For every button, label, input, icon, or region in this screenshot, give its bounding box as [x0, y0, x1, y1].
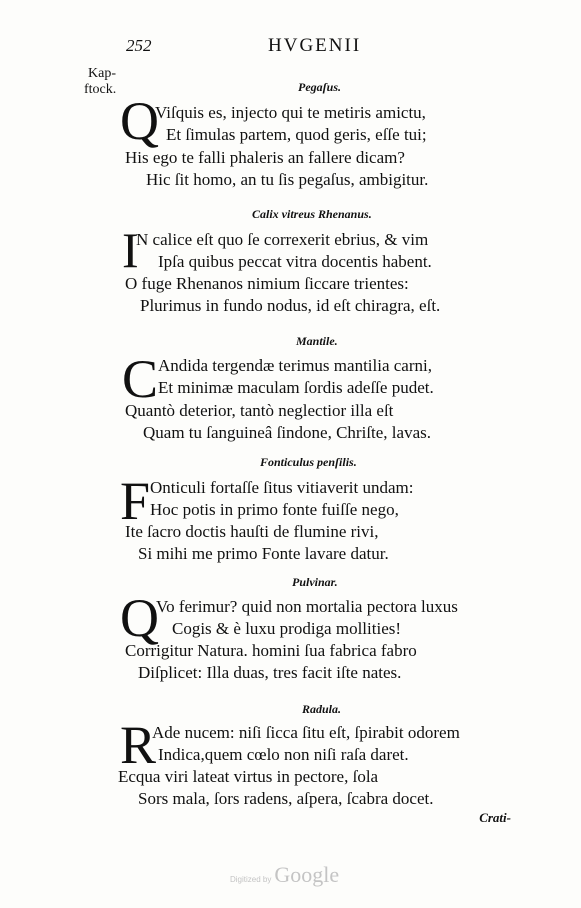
margin-note-line: ftock.	[84, 82, 117, 97]
watermark-small-text: Digitized by	[230, 875, 272, 884]
verse-line: Ite ſacro doctis hauſti de flumine rivi,	[125, 522, 379, 541]
running-head: HVGENII	[268, 35, 362, 56]
verse-line: His ego te falli phaleris an fallere dicam?	[125, 148, 405, 167]
drop-cap: R	[120, 715, 157, 775]
verse-line: Sors mala, ſors radens, aſpera, ſcabra docet.	[138, 789, 434, 808]
catchword: Crati-	[479, 810, 511, 825]
page-number: 252	[126, 36, 152, 55]
verse-line: Hic ſit homo, an tu ſis pegaſus, ambigitur.	[146, 170, 429, 189]
verse-line: Et minimæ maculam ſordis adeſſe pudet.	[158, 378, 434, 397]
verse-line: Et ſimulas partem, quod geris, eſſe tui;	[166, 125, 427, 144]
poem-title: Fonticulus penſilis.	[260, 455, 357, 469]
verse-line: Vo ferimur? quid non mortalia pectora luxus	[156, 597, 458, 616]
verse-line: Andida tergendæ terimus mantilia carni,	[158, 356, 432, 375]
drop-cap: Q	[120, 588, 159, 648]
verse-line: Corrigitur Natura. homini ſua fabrica fabro	[125, 641, 417, 660]
margin-note-line: Kap-	[88, 66, 116, 81]
verse-line: Quam tu ſanguineâ ſindone, Chriſte, lavas.	[143, 423, 431, 442]
verse-line: Ecqua viri lateat virtus in pectore, ſola	[118, 767, 379, 786]
verse-line: Plurimus in fundo nodus, id eſt chiragra, eſt.	[140, 296, 441, 315]
verse-line: Quantò deterior, tantò neglectior illa eſt	[125, 401, 394, 420]
verse-line: Cogis & è luxu prodiga mollities!	[172, 619, 402, 638]
poem-title: Radula.	[302, 702, 342, 716]
verse-line: N calice eſt quo ſe correxerit ebrius, & vim	[136, 230, 429, 249]
drop-cap: I	[122, 222, 139, 278]
drop-cap: Q	[120, 91, 159, 151]
drop-cap: C	[122, 349, 159, 409]
verse-line: Diſplicet: Illa duas, tres facit iſte nates.	[138, 663, 402, 682]
verse-line: Onticuli fortaſſe ſitus vitiaverit undam:	[150, 478, 414, 497]
verse-line: Viſquis es, injecto qui te metiris amictu,	[155, 103, 426, 122]
verse-line: Si mihi me primo Fonte lavare datur.	[138, 544, 389, 563]
verse-line: Ade nucem: niſi ſicca ſitu eſt, ſpirabit odorem	[152, 723, 460, 742]
poem-title: Pulvinar.	[292, 575, 338, 589]
drop-cap: F	[120, 471, 151, 531]
verse-line: Hoc potis in primo fonte fuiſſe nego,	[150, 500, 399, 519]
verse-line: O fuge Rhenanos nimium ſiccare trientes:	[125, 274, 409, 293]
digitized-watermark	[230, 862, 339, 888]
verse-line: Ipſa quibus peccat vitra docentis habent.	[158, 252, 432, 271]
google-logo: Google	[274, 862, 340, 887]
poem-title: Mantile.	[296, 334, 338, 348]
poem-title: Pegaſus.	[298, 80, 341, 94]
poem-title: Calix vitreus Rhenanus.	[252, 207, 372, 221]
verse-line: Indica,quem cœlo non niſi raſa daret.	[158, 745, 409, 764]
